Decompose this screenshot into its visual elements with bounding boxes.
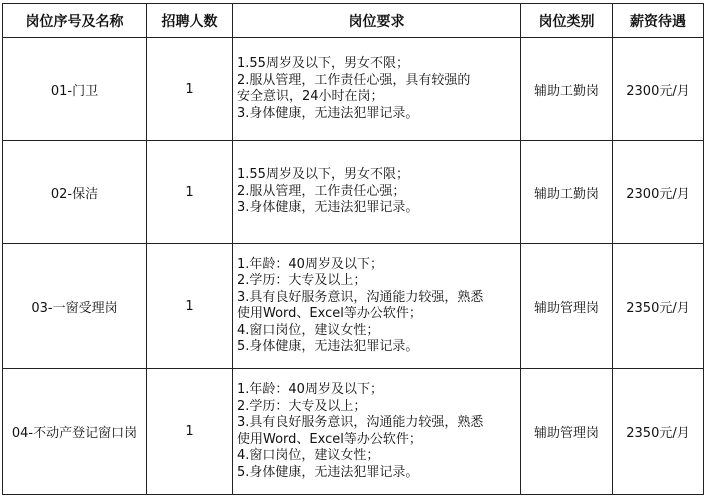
salary: 2300元/月 <box>613 141 704 244</box>
hire-count: 1 <box>147 38 233 141</box>
requirement-line: 1.55周岁及以下，男女不限； <box>237 56 409 71</box>
requirements-cell <box>233 369 521 495</box>
header-row <box>3 4 704 38</box>
requirement-line: 2.服从管理，工作责任心强； <box>237 183 406 199</box>
position-name: 03-一窗受理岗 <box>3 244 147 369</box>
position-name: 04-不动产登记窗口岗 <box>3 369 147 495</box>
header-position: 岗位序号及名称 <box>3 4 147 38</box>
table-row <box>3 38 704 141</box>
salary: 2300元/月 <box>613 38 704 141</box>
hire-count: 1 <box>147 141 233 244</box>
requirement-line: 3.身体健康，无违法犯罪记录。 <box>237 105 419 121</box>
requirement-line: 安全意识，24小时在岗； <box>237 89 384 104</box>
requirements-cell <box>233 38 521 141</box>
requirement-line: 3.身体健康，无违法犯罪记录。 <box>237 200 419 216</box>
job-table <box>2 3 704 495</box>
requirement-line: 1.55周岁及以下，男女不限； <box>237 167 409 183</box>
job-category: 辅助管理岗 <box>521 369 613 495</box>
table-row <box>3 369 704 495</box>
job-category: 辅助工勤岗 <box>521 38 613 141</box>
requirement-line: 3.具有良好服务意识，沟通能力较强，熟悉 <box>237 289 484 305</box>
job-category: 辅助工勤岗 <box>521 141 613 244</box>
requirement-line: 3.具有良好服务意识，沟通能力较强，熟悉 <box>237 415 484 430</box>
position-name: 02-保洁 <box>3 141 147 244</box>
salary: 2350元/月 <box>613 244 704 369</box>
position-name: 01-门卫 <box>3 38 147 141</box>
header-category: 岗位类别 <box>521 4 613 38</box>
requirement-line: 4.窗口岗位，建议女性； <box>237 448 380 463</box>
requirement-line: 2.学历：大专及以上； <box>237 398 367 414</box>
requirement-line: 1.年龄：40周岁及以下； <box>237 256 383 272</box>
job-category: 辅助管理岗 <box>521 244 613 369</box>
hire-count: 1 <box>147 244 233 369</box>
table-row <box>3 244 704 369</box>
header-requirements: 岗位要求 <box>233 4 521 38</box>
requirement-line: 4.窗口岗位，建议女性； <box>237 322 380 338</box>
requirement-line: 5.身体健康，无违法犯罪记录。 <box>237 339 419 354</box>
requirement-line: 5.身体健康，无违法犯罪记录。 <box>237 464 419 480</box>
header-count: 招聘人数 <box>147 4 233 38</box>
salary: 2350元/月 <box>613 369 704 495</box>
requirement-line: 2.学历：大专及以上； <box>237 273 367 288</box>
requirement-line: 使用Word、Excel等办公软件； <box>237 306 422 321</box>
requirements-cell <box>233 244 521 369</box>
requirement-line: 1.年龄：40周岁及以下； <box>237 382 383 397</box>
requirement-line: 使用Word、Excel等办公软件； <box>237 431 422 447</box>
requirements-cell <box>233 141 521 244</box>
table-row <box>3 141 704 244</box>
hire-count: 1 <box>147 369 233 495</box>
header-salary: 薪资待遇 <box>613 4 704 38</box>
requirement-line: 2.服从管理，工作责任心强，具有较强的 <box>237 72 471 88</box>
